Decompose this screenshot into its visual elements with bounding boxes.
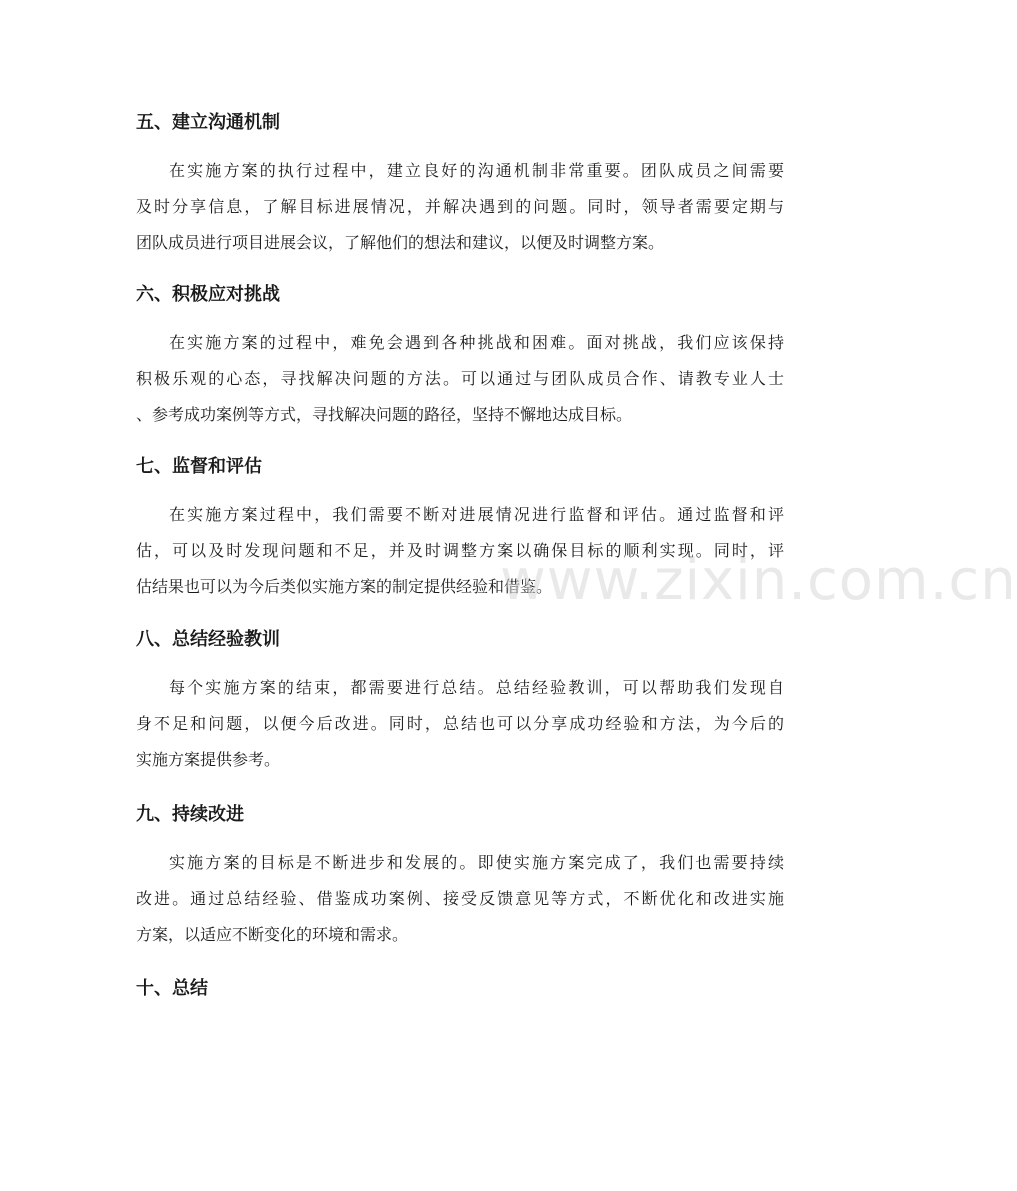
section-heading-5: 五、建立沟通机制 [136,112,280,133]
paragraph-line: 在实施方案过程中，我们需要不断对进展情况进行监督和评估。通过监督和评 [169,505,784,524]
paragraph-line: 方案，以适应不断变化的环境和需求。 [136,925,409,944]
paragraph-line: 、参考成功案例等方式，寻找解决问题的路径，坚持不懈地达成目标。 [136,405,633,424]
section-paragraph-9 [136,845,784,953]
section-heading-7: 七、监督和评估 [136,456,262,477]
section-paragraph-8 [136,670,784,778]
section-paragraph-6 [136,325,784,433]
paragraph-line: 在实施方案的执行过程中，建立良好的沟通机制非常重要。团队成员之间需要 [169,161,784,180]
paragraph-line: 身不足和问题，以便今后改进。同时，总结也可以分享成功经验和方法，为今后的 [136,714,784,733]
paragraph-line: 每个实施方案的结束，都需要进行总结。总结经验教训，可以帮助我们发现自 [169,678,784,697]
paragraph-line: 估，可以及时发现问题和不足，并及时调整方案以确保目标的顺利实现。同时，评 [136,541,784,560]
paragraph-line: 改进。通过总结经验、借鉴成功案例、接受反馈意见等方式，不断优化和改进实施 [136,889,784,908]
section-heading-10: 十、总结 [136,978,208,999]
section-heading-6: 六、积极应对挑战 [136,284,280,305]
paragraph-line: 在实施方案的过程中，难免会遇到各种挑战和困难。面对挑战，我们应该保持 [169,333,784,352]
paragraph-line: 估结果也可以为今后类似实施方案的制定提供经验和借鉴。 [136,577,553,596]
section-heading-8: 八、总结经验教训 [136,629,280,650]
section-paragraph-5 [136,153,784,261]
paragraph-line: 团队成员进行项目进展会议，了解他们的想法和建议，以便及时调整方案。 [136,233,665,252]
section-heading-9: 九、持续改进 [136,804,244,825]
watermark: www.zixin.com.cn [500,548,1017,613]
paragraph-line: 积极乐观的心态，寻找解决问题的方法。可以通过与团队成员合作、请教专业人士 [136,369,784,388]
paragraph-line: 实施方案的目标是不断进步和发展的。即使实施方案完成了，我们也需要持续 [169,853,784,872]
paragraph-line: 及时分享信息，了解目标进展情况，并解决遇到的问题。同时，领导者需要定期与 [136,197,784,216]
paragraph-line: 实施方案提供参考。 [136,750,281,769]
